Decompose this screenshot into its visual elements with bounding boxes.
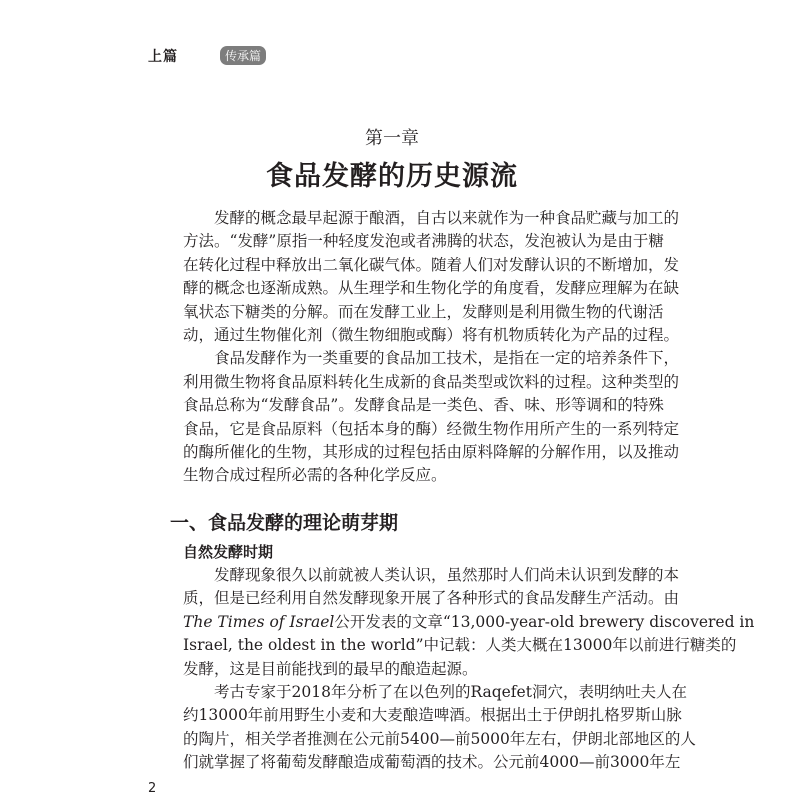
running-header-badge: 传承篇 [220,46,266,65]
text-line: 食品发酵作为一类重要的食品加工技术，是指在一定的培养条件下， [214,349,680,368]
text-line: 发酵现象很久以前就被人类认识，虽然那时人们尚未认识到发酵的本 [214,566,680,584]
section-heading: 一、食品发酵的理论萌芽期 [170,512,399,534]
chapter-number: 第一章 [365,128,419,149]
text-line [183,611,755,634]
text-fragment: 公开发表的文章“13,000-year-old brewery discovered in [334,612,755,631]
section-body [183,564,755,775]
text-line: 食品，它是食品原料（包括本身的酶）经微生物作用所产生的一系列特定 [183,419,680,438]
text-line: Israel, the oldest in the world”中记载：人类大概在13000年以前进行糖类的 [183,636,737,655]
text-line: 发酵，这是目前能找到的最早的酿造起源。 [183,659,478,678]
text-line: 动，通过生物催化剂（微生物细胞或酶）将有机物质转化为产品的过程。 [183,325,680,344]
text-line: 食品总称为“发酵食品”。发酵食品是一类色、香、味、形等调和的特殊 [183,396,664,415]
intro-paragraph-1 [183,207,680,488]
text-line: 考古专家于2018年分析了在以色列的Raqefet洞穴，表明纳吐夫人在 [214,682,687,701]
text-line: 氧状态下糖类的分解。而在发酵工业上，发酵则是利用微生物的代谢活 [183,302,664,321]
text-line: 利用微生物将食品原料转化生成新的食品类型或饮料的过程。这种类型的 [183,372,680,391]
text-line: 质，但是已经利用自然发酵现象开展了各种形式的食品发酵生产活动。由 [183,589,680,608]
text-line: 酵的概念也逐渐成熟。从生理学和生物化学的角度看，发酵应理解为在缺 [183,279,680,298]
text-line: 在转化过程中释放出二氧化碳气体。随着人们对发酵认识的不断增加，发 [183,255,680,274]
text-line: 发酵的概念最早起源于酿酒，自古以来就作为一种食品贮藏与加工的 [214,209,680,227]
text-line: 约13000年前用野生小麦和大麦酿造啤酒。根据出土于伊朗扎格罗斯山脉 [183,706,682,725]
source-title: The Times of Israel [183,612,335,631]
chapter-title: 食品发酵的历史源流 [266,161,518,192]
text-line: 的陶片，相关学者推测在公元前5400—前5000年左右，伊朗北部地区的人 [183,729,696,748]
running-header-part: 上篇 [148,49,178,65]
text-line: 的酶所催化的生物，其形成的过程包括由原料降解的分解作用，以及推动 [183,442,680,461]
text-line: 方法。“发酵”原指一种轻度发泡或者沸腾的状态，发泡被认为是由于糖 [183,232,664,251]
text-line: 们就掌握了将葡萄发酵酿造成葡萄酒的技术。公元前4000—前3000年左 [183,753,681,772]
subsection-heading: 自然发酵时期 [183,543,274,561]
page-number: 2 [148,781,157,796]
text-line: 生物合成过程所必需的各种化学反应。 [183,466,447,485]
